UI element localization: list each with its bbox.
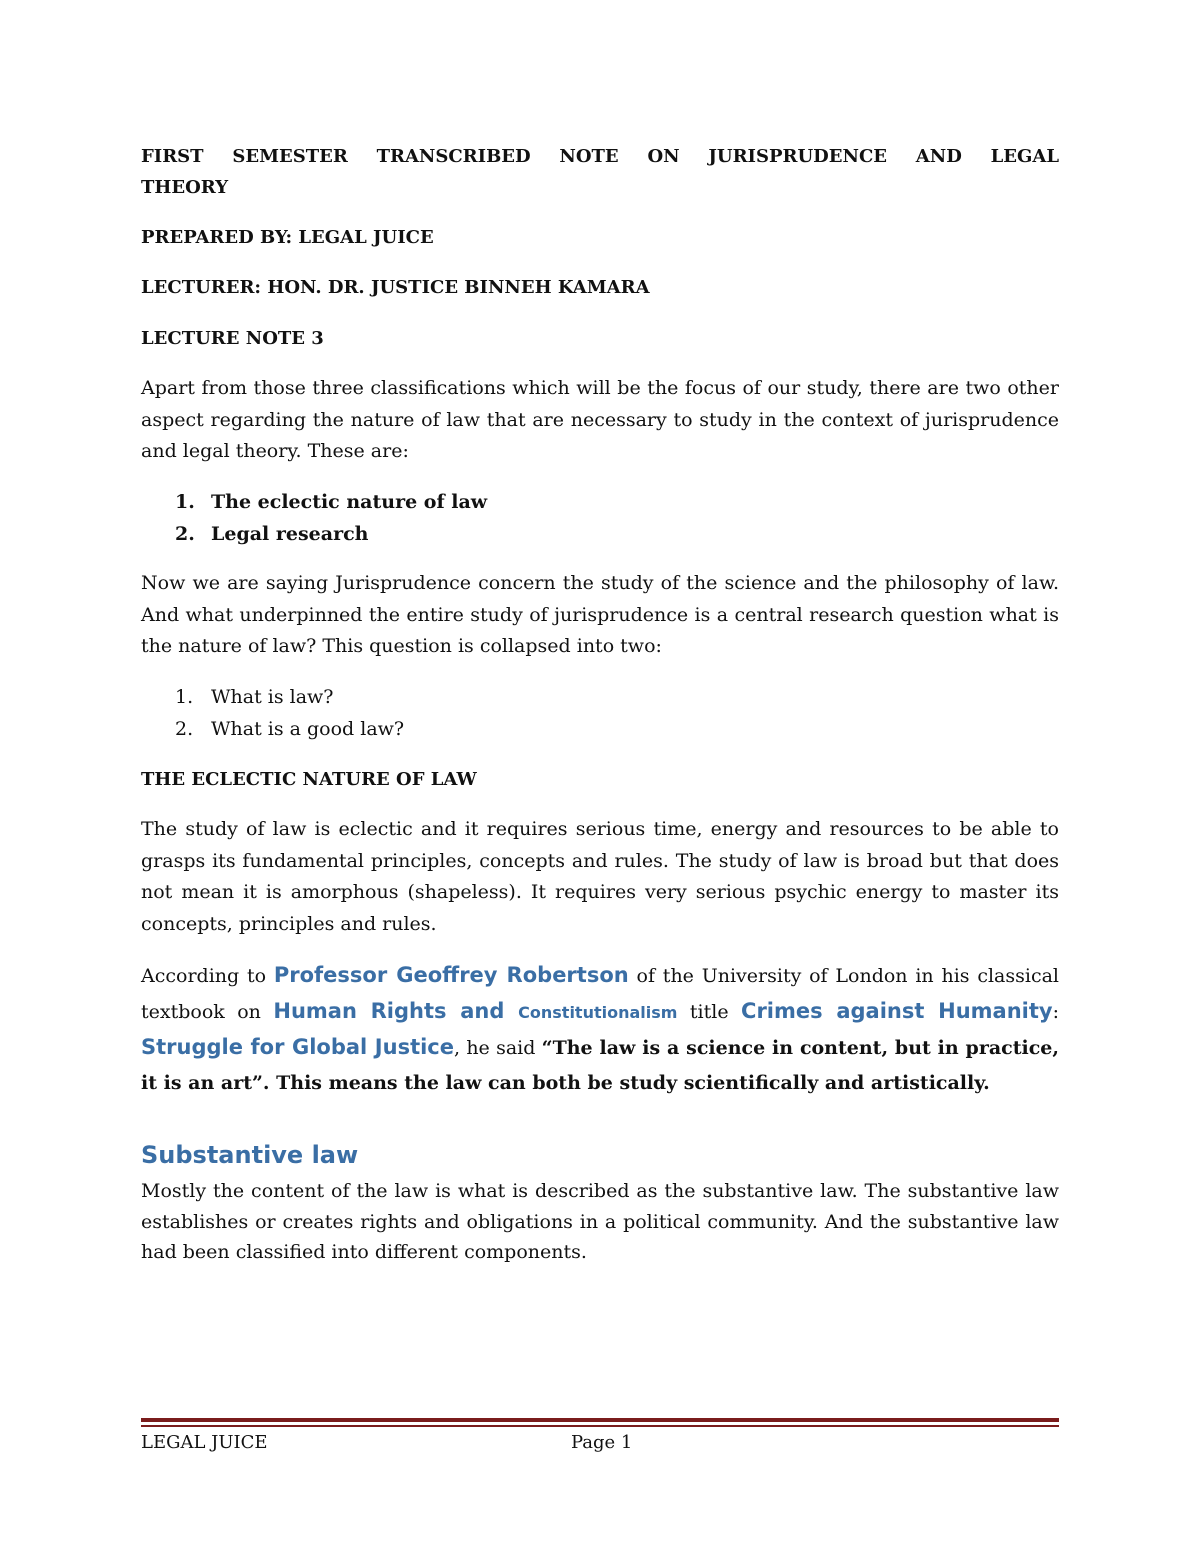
book-title: Crimes against Humanity: [741, 998, 1053, 1023]
lecture-note-number: LECTURE NOTE 3: [141, 328, 324, 349]
lecturer: LECTURER: HON. DR. JUSTICE BINNEH KAMARA: [141, 277, 650, 298]
eclectic-paragraph: The study of law is eclectic and it requires serious time, energy and resources to be able to grasps its fundamental principles, concepts and rules. The study of law is broad but that does not mean it is amorphous (shapeless). It requires very serious psychic energy to master its concepts, principles and rules.: [141, 818, 1059, 935]
aspects-list: [141, 487, 487, 550]
substantive-paragraph-block: [141, 1176, 1059, 1268]
list-item: [141, 487, 487, 519]
prepared-by: PREPARED BY: LEGAL JUICE: [141, 227, 434, 248]
document-title-line2: THEORY: [141, 177, 229, 198]
quote-text: According to: [141, 965, 274, 987]
list-item: [141, 682, 404, 714]
book-title: Human Rights and: [273, 998, 519, 1023]
book-title: Struggle for Global Justice: [141, 1035, 454, 1059]
quote-text: , he said: [454, 1037, 542, 1059]
quote-paragraph-block: [141, 958, 1059, 1100]
list-number: 1.: [175, 491, 195, 513]
quote-paragraph: [141, 958, 1059, 1100]
footer-label: LEGAL JUICE: [141, 1432, 268, 1453]
footer-rule-thick: [141, 1418, 1059, 1422]
document-title-line1: FIRST SEMESTER TRANSCRIBED NOTE ON JURISPRUDENCE AND LEGAL: [141, 146, 1059, 167]
substantive-heading: Substantive law: [141, 1141, 359, 1169]
substantive-paragraph: Mostly the content of the law is what is described as the substantive law. The substantive law establishes or creates rights and obligations in a political community. And the substantive law had been classified into different components.: [141, 1180, 1059, 1263]
list-item-text: The eclectic nature of law: [211, 491, 488, 513]
list-item: [141, 519, 487, 551]
list-number: 2.: [175, 522, 195, 545]
quote-text: title: [677, 1000, 742, 1023]
list-item: [141, 714, 404, 746]
quote: “The law is a science in content, but in practice, it is an art”. This means the law can both be study scientifically and artistically.: [141, 1037, 1059, 1094]
list-item-text: Legal research: [211, 522, 369, 545]
list-item-text: What is law?: [211, 686, 334, 708]
professor-name: Professor Geoffrey Robertson: [273, 963, 629, 987]
document-page: [141, 0, 1059, 1553]
quote-text: of the University of London in his classical textbook on: [141, 965, 1059, 1023]
eclectic-heading: THE ECLECTIC NATURE OF LAW: [141, 769, 477, 790]
list-item-text: What is a good law?: [211, 717, 405, 740]
eclectic-paragraph-block: [141, 814, 1059, 940]
book-title: Constitutionalism: [518, 1002, 678, 1022]
list-number: 1.: [175, 686, 194, 708]
page-number: Page 1: [571, 1432, 633, 1453]
intro-paragraph-block: [141, 373, 1059, 468]
nature-paragraph: Now we are saying Jurisprudence concern the study of the science and the philosophy of law. And what underpinned the entire study of jurisprudence is a central research question what is the nature of law? This question is collapsed into two:: [141, 572, 1059, 657]
intro-paragraph: Apart from those three classifications which will be the focus of our study, there are two other aspect regarding the nature of law that are necessary to study in the context of jurisprudence and legal theory. These are:: [141, 377, 1059, 462]
list-number: 2.: [175, 717, 194, 740]
questions-list: [141, 682, 404, 745]
quote-text: :: [1052, 1000, 1059, 1023]
footer-rule-thin: [141, 1425, 1059, 1427]
nature-paragraph-block: [141, 568, 1059, 663]
